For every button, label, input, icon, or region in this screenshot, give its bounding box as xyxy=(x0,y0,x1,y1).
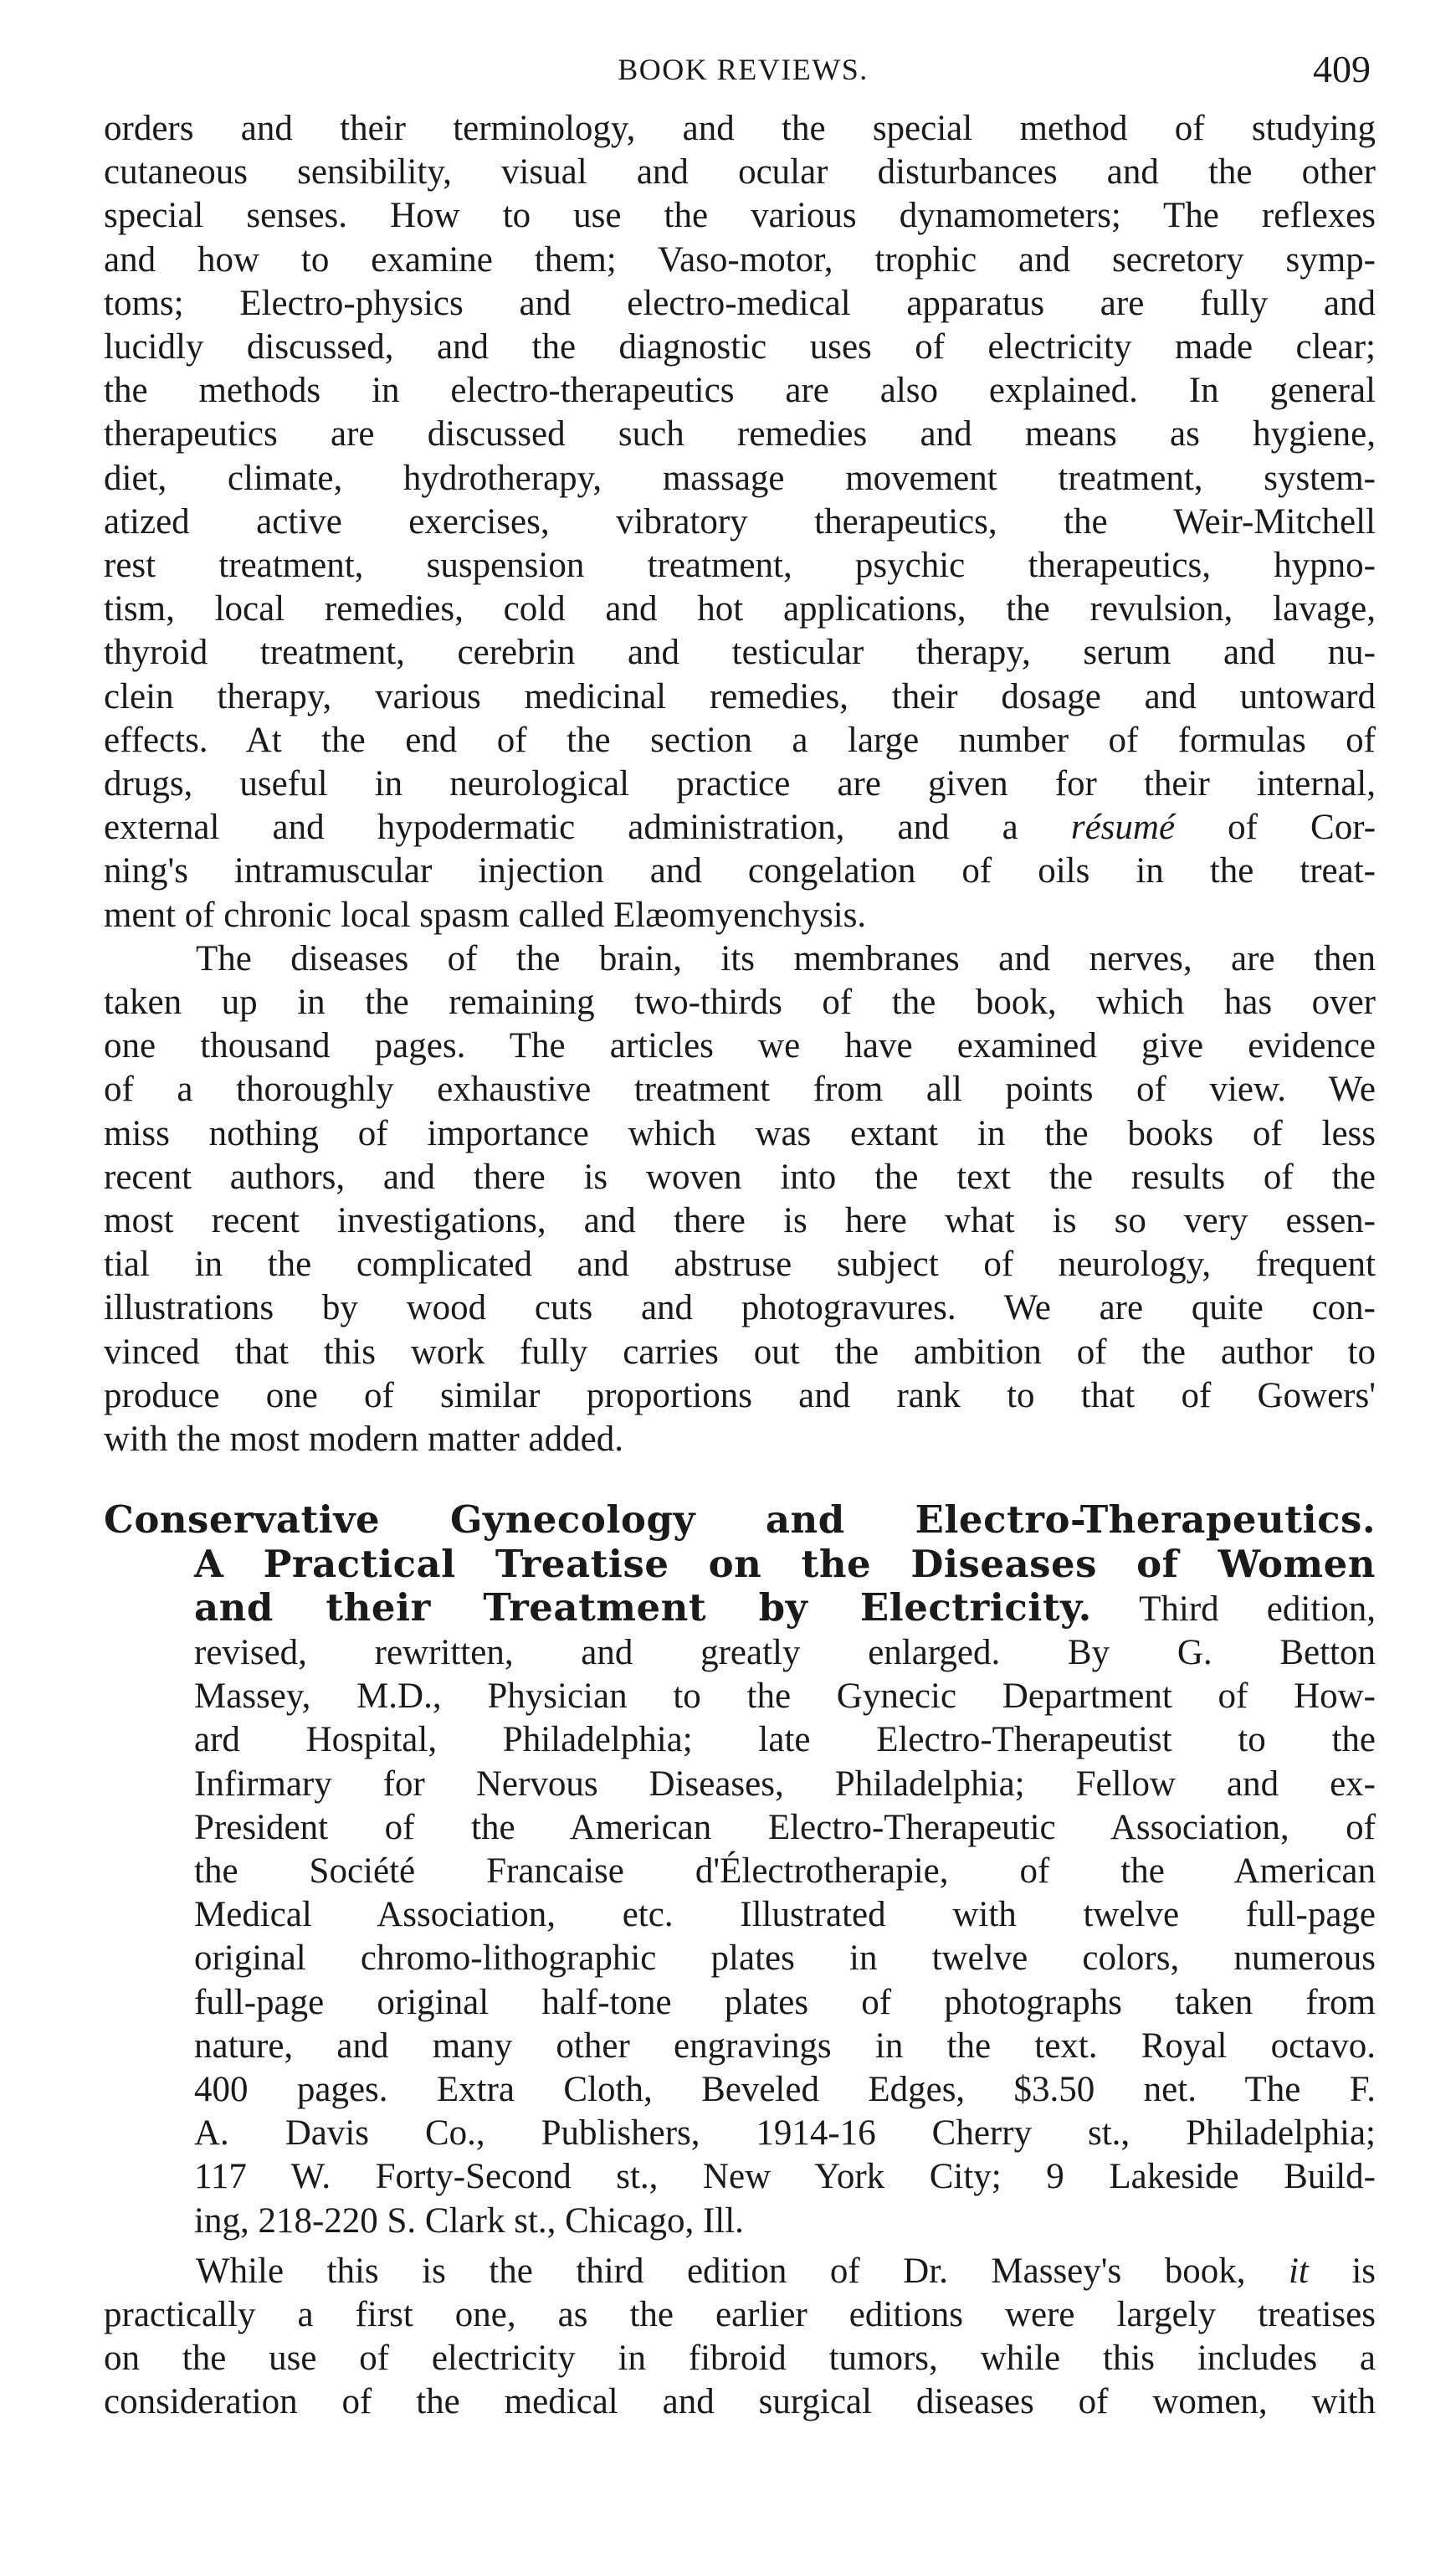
details-line: ing, 218-220 S. Clark st., Chicago, Ill. xyxy=(194,2200,744,2241)
text-line: rest treatment, suspension treatment, psychic therapeutics, hypno- xyxy=(104,546,1376,586)
text-line: special senses. How to use the various dynamometers; The reflexes xyxy=(104,196,1376,236)
text-line: effects. At the end of the section a large number of formulas of xyxy=(104,720,1376,760)
review-title-line: Conservative Gynecology and Electro-Therapeutics. xyxy=(104,1497,1376,1543)
page-number: 409 xyxy=(1313,48,1371,90)
text-line: diet, climate, hydrotherapy, massage movement treatment, system- xyxy=(104,458,1376,498)
details-line: Infirmary for Nervous Diseases, Philadelphia; Fellow and ex- xyxy=(194,1764,1376,1804)
text-line: orders and their terminology, and the special method of studying xyxy=(104,109,1376,148)
text-line: consideration of the medical and surgical diseases of women, with xyxy=(104,2382,1376,2422)
review-title-line: A Practical Treatise on the Diseases of Women xyxy=(194,1541,1376,1586)
italic-term: résumé xyxy=(1070,808,1176,848)
text-line: taken up in the remaining two-thirds of the book, which has over xyxy=(104,983,1376,1023)
text-segment: is xyxy=(1351,2251,1377,2291)
text-line: The diseases of the brain, its membranes and nerves, are then xyxy=(196,938,1376,978)
text-line: atized active exercises, vibratory therapeutics, the Weir-Mitchell xyxy=(104,501,1376,542)
text-line: and how to examine them; Vaso-motor, trophic and secretory symp- xyxy=(104,239,1376,280)
text-line: ment of chronic local spasm called Elæomyenchysis. xyxy=(104,895,867,935)
text-line: illustrations by wood cuts and photogravures. We are quite con- xyxy=(104,1288,1376,1328)
running-title: BOOK REVIEWS. xyxy=(618,53,869,86)
text-line: thyroid treatment, cerebrin and testicular therapy, serum and nu- xyxy=(104,633,1376,673)
details-line: original chromo-lithographic plates in twelve colors, numerous xyxy=(194,1938,1376,1979)
review-1-continued-paragraph xyxy=(104,107,1376,937)
details-line: revised, rewritten, and greatly enlarged. By G. Betton xyxy=(194,1632,1376,1672)
review-2-body-paragraph xyxy=(104,2250,1376,2425)
text-line: of a thoroughly exhaustive treatment from all points of view. We xyxy=(104,1070,1376,1110)
text-line: produce one of similar proportions and rank to that of Gowers' xyxy=(104,1375,1376,1415)
text-line: cutaneous sensibility, visual and ocular disturbances and the other xyxy=(104,152,1376,193)
text-line-with-italic xyxy=(104,806,1376,850)
text-line-with-italic xyxy=(104,2250,1376,2293)
text-line: miss nothing of importance which was extant in the books of less xyxy=(104,1113,1376,1153)
details-line: nature, and many other engravings in the text. Royal octavo. xyxy=(194,2026,1376,2066)
text-line: on the use of electricity in fibroid tumors, while this includes a xyxy=(104,2339,1376,2379)
review-2-bibliographic-heading xyxy=(104,1498,1376,2242)
italic-word: it xyxy=(1288,2251,1309,2291)
details-line: ard Hospital, Philadelphia; late Electro-Therapeutist to the xyxy=(194,1720,1376,1760)
text-line: clein therapy, various medicinal remedies, their dosage and untoward xyxy=(104,676,1376,716)
text-line: one thousand pages. The articles we have examined give evidence xyxy=(104,1026,1376,1066)
text-segment: external and hypodermatic administration, and a xyxy=(104,808,1018,848)
edition-note: Third edition, xyxy=(1139,1589,1376,1629)
details-line: President of the American Electro-Therapeutic Association, of xyxy=(194,1807,1376,1847)
text-line: practically a first one, as the earlier editions were largely treatises xyxy=(104,2294,1376,2334)
text-segment: of Cor- xyxy=(1228,808,1377,848)
text-line: tial in the complicated and abstruse subject of neurology, frequent xyxy=(104,1245,1376,1285)
text-line: recent authors, and there is woven into the text the results of the xyxy=(104,1157,1376,1197)
review-title-line xyxy=(104,1586,1376,1631)
text-line: tism, local remedies, cold and hot applications, the revulsion, lavage, xyxy=(104,589,1376,629)
details-line: full-page original half-tone plates of photographs taken from xyxy=(194,1982,1376,2022)
text-line: with the most modern matter added. xyxy=(104,1420,623,1460)
details-line: A. Davis Co., Publishers, 1914-16 Cherry st., Philadelphia; xyxy=(194,2113,1376,2154)
review-title-segment: and their Treatment by Electricity. xyxy=(194,1584,1092,1630)
text-line: lucidly discussed, and the diagnostic uses of electricity made clear; xyxy=(104,327,1376,367)
text-line: most recent investigations, and there is here what is so very essen- xyxy=(104,1201,1376,1241)
text-line: toms; Electro-physics and electro-medical apparatus are fully and xyxy=(104,283,1376,323)
details-line: the Société Francaise d'Électrotherapie, of the American xyxy=(194,1851,1376,1891)
details-line: 117 W. Forty-Second st., New York City; 9 Lakeside Build- xyxy=(194,2157,1376,2197)
running-head xyxy=(104,48,1382,107)
text-line: drugs, useful in neurological practice are given for their internal, xyxy=(104,764,1376,804)
review-1-second-paragraph xyxy=(104,937,1376,1461)
details-line: Medical Association, etc. Illustrated with twelve full-page xyxy=(194,1895,1376,1935)
text-line: therapeutics are discussed such remedies and means as hygiene, xyxy=(104,414,1376,454)
text-line: vinced that this work fully carries out the ambition of the author to xyxy=(104,1332,1376,1372)
text-line: the methods in electro-therapeutics are also explained. In general xyxy=(104,371,1376,411)
details-line: 400 pages. Extra Cloth, Beveled Edges, $3.50 net. The F. xyxy=(194,2069,1376,2109)
details-line: Massey, M.D., Physician to the Gynecic Department of How- xyxy=(194,1676,1376,1717)
text-line: ning's intramuscular injection and congelation of oils in the treat- xyxy=(104,851,1376,891)
text-segment: While this is the third edition of Dr. Massey's book, xyxy=(196,2251,1246,2291)
